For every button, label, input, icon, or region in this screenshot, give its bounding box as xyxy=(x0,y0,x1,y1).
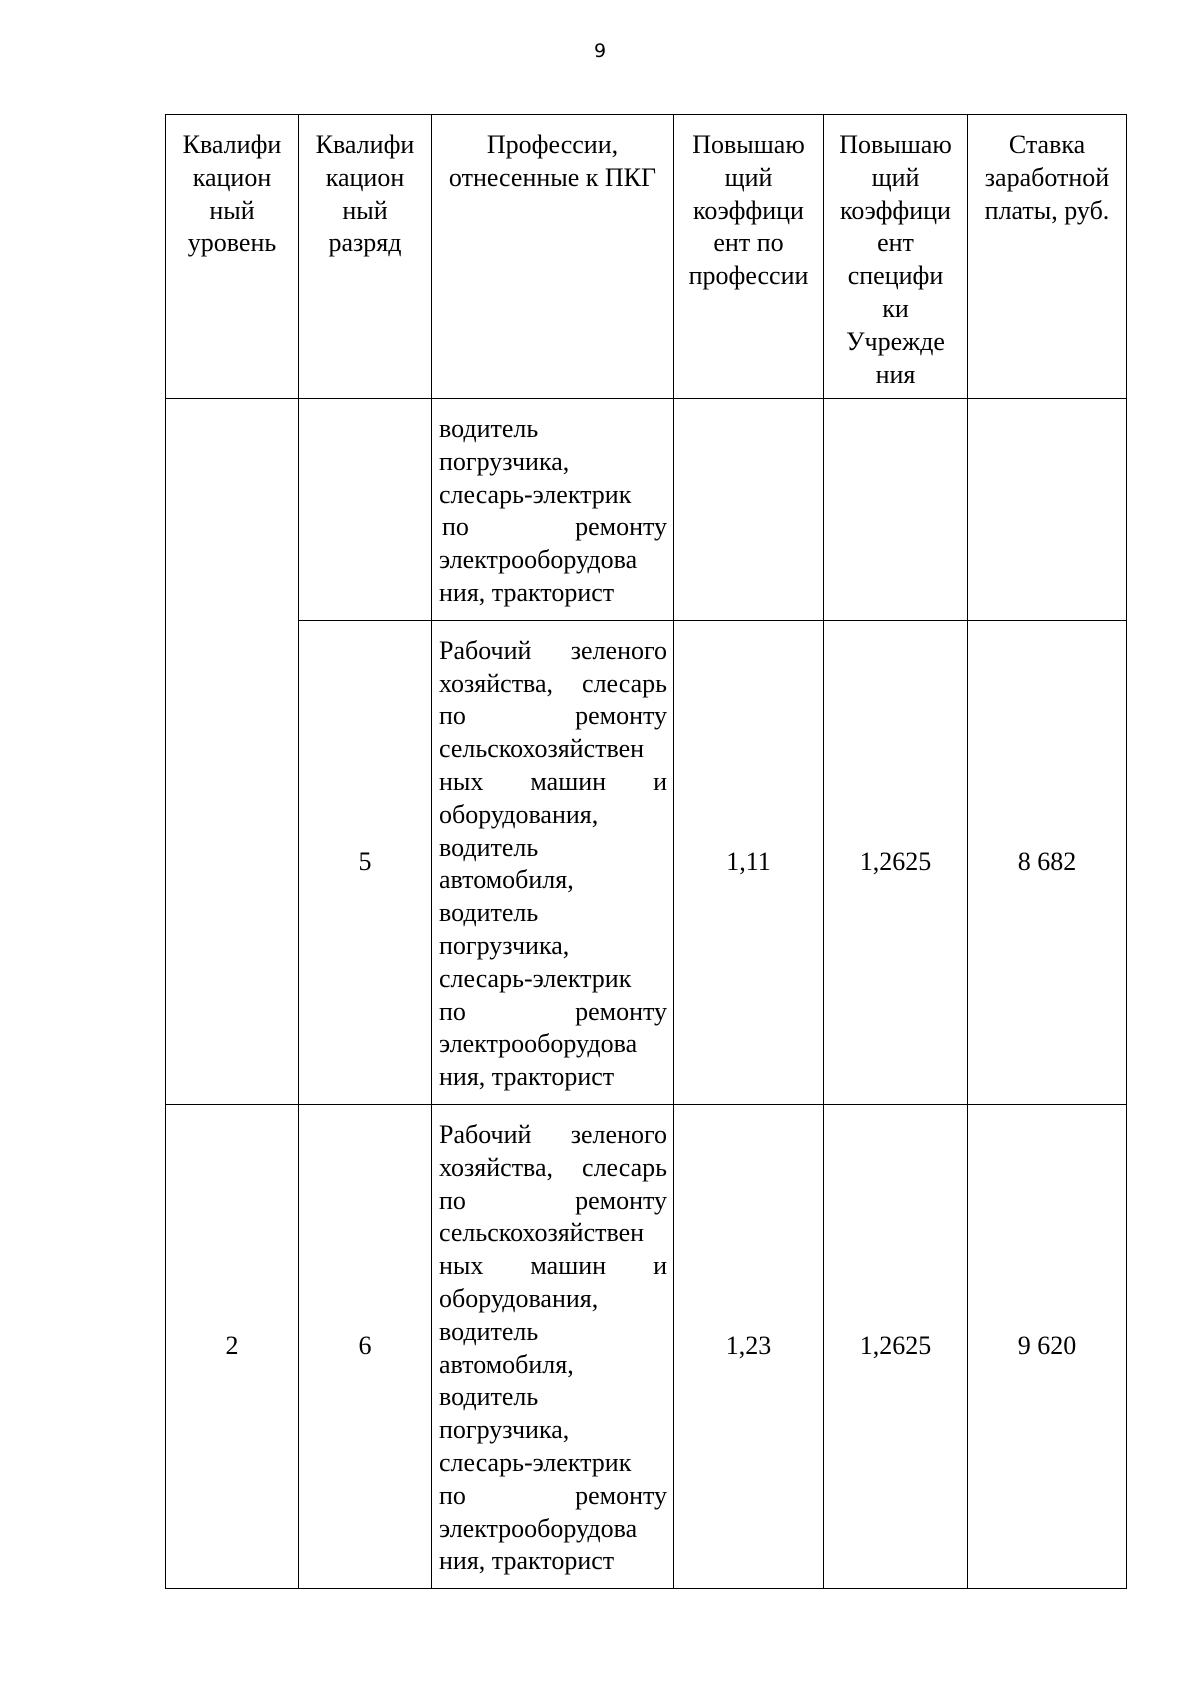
cell-grade: 6 xyxy=(299,1104,432,1588)
cell-coef-profession xyxy=(674,399,824,621)
cell-grade: 5 xyxy=(299,620,432,1104)
cell-coef-profession: 1,11 xyxy=(674,620,824,1104)
table-row xyxy=(166,620,1127,1104)
header-grade: Квалифи кацион ный разряд xyxy=(299,115,432,399)
cell-grade xyxy=(299,399,432,621)
header-coef-specific: Повышаю щий коэффици ент специфи ки Учрежде ния xyxy=(824,115,968,399)
header-coef-profession: Повышаю щий коэффици ент по профессии xyxy=(674,115,824,399)
cell-coef-specific: 1,2625 xyxy=(824,1104,968,1588)
header-row xyxy=(166,115,1127,399)
cell-level xyxy=(166,399,299,1105)
cell-rate: 9 620 xyxy=(968,1104,1127,1588)
cell-coef-specific: 1,2625 xyxy=(824,620,968,1104)
table-row xyxy=(166,1104,1127,1588)
cell-professions: водитель погрузчика, слесарь-электрик по ремонту электрооборудова ния, тракторист xyxy=(432,399,674,621)
cell-professions: Рабочий зеленого хозяйства, слесарь по ремонту сельскохозяйствен ных машин и оборудования, водитель автомобиля, водитель погрузчика, слесарь-электрик по ремонту электрооборудова ния, тракторист xyxy=(432,1104,674,1588)
page-number: 9 xyxy=(593,40,607,62)
cell-professions: Рабочий зеленого хозяйства, слесарь по ремонту сельскохозяйствен ных машин и оборудования, водитель автомобиля, водитель погрузчика, слесарь-электрик по ремонту электрооборудова ния, тракторист xyxy=(432,620,674,1104)
header-rate: Ставка заработной платы, руб. xyxy=(968,115,1127,399)
cell-coef-profession: 1,23 xyxy=(674,1104,824,1588)
header-professions: Профессии, отнесенные к ПКГ xyxy=(432,115,674,399)
cell-rate: 8 682 xyxy=(968,620,1127,1104)
cell-level: 2 xyxy=(166,1104,299,1588)
table-row xyxy=(166,399,1127,621)
header-level: Квалифи кацион ный уровень xyxy=(166,115,299,399)
cell-rate xyxy=(968,399,1127,621)
cell-coef-specific xyxy=(824,399,968,621)
salary-table xyxy=(165,114,1127,1589)
